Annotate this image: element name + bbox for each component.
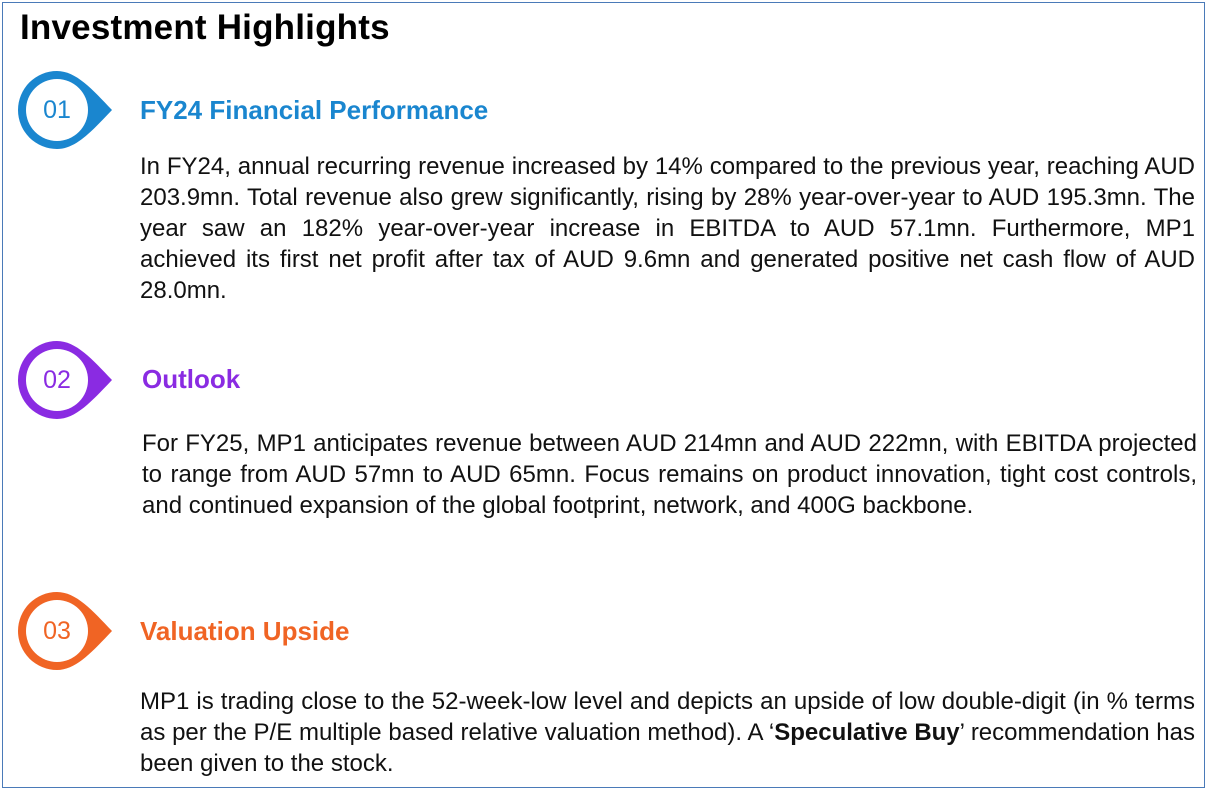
- section-heading-valuation-upside: Valuation Upside: [140, 616, 350, 646]
- number-badge-02: [10, 337, 120, 423]
- recommendation-text: Speculative Buy: [774, 719, 960, 746]
- badge-number: 01: [43, 95, 71, 124]
- section-body-valuation-upside: [140, 686, 1195, 779]
- section-heading-financial-performance: FY24 Financial Performance: [140, 95, 489, 125]
- page-title: Investment Highlights: [20, 8, 390, 47]
- body-text-part: MP1 is trading close to the 52-week-low level and depicts an upside of low double-digit (in % terms as per the P/E multiple based relative valuation method). A ‘: [140, 688, 1195, 746]
- section-body-financial-performance: In FY24, annual recurring revenue increased by 14% compared to the previous year, reaching AUD 203.9mn. Total revenue also grew significantly, rising by 28% year-over-year to AUD 195.3mn. The year saw an 182% year-over-year increase in EBITDA to AUD 57.1mn. Furthermore, MP1 achieved its first net profit after tax of AUD 9.6mn and generated positive net cash flow of AUD 28.0mn.: [140, 153, 1195, 304]
- badge-number: 02: [43, 365, 71, 394]
- badge-number: 03: [43, 616, 71, 645]
- section-heading-outlook: Outlook: [142, 364, 241, 394]
- body-text-part: ’ recommendation has been given to the stock.: [140, 719, 1195, 777]
- number-badge-01: [10, 67, 120, 153]
- number-badge-03: [10, 588, 120, 674]
- section-body-outlook: For FY25, MP1 anticipates revenue between AUD 214mn and AUD 222mn, with EBITDA projected to range from AUD 57mn to AUD 65mn. Focus remains on product innovation, tight cost controls, and continued expansion of the global footprint, network, and 400G backbone.: [142, 430, 1197, 519]
